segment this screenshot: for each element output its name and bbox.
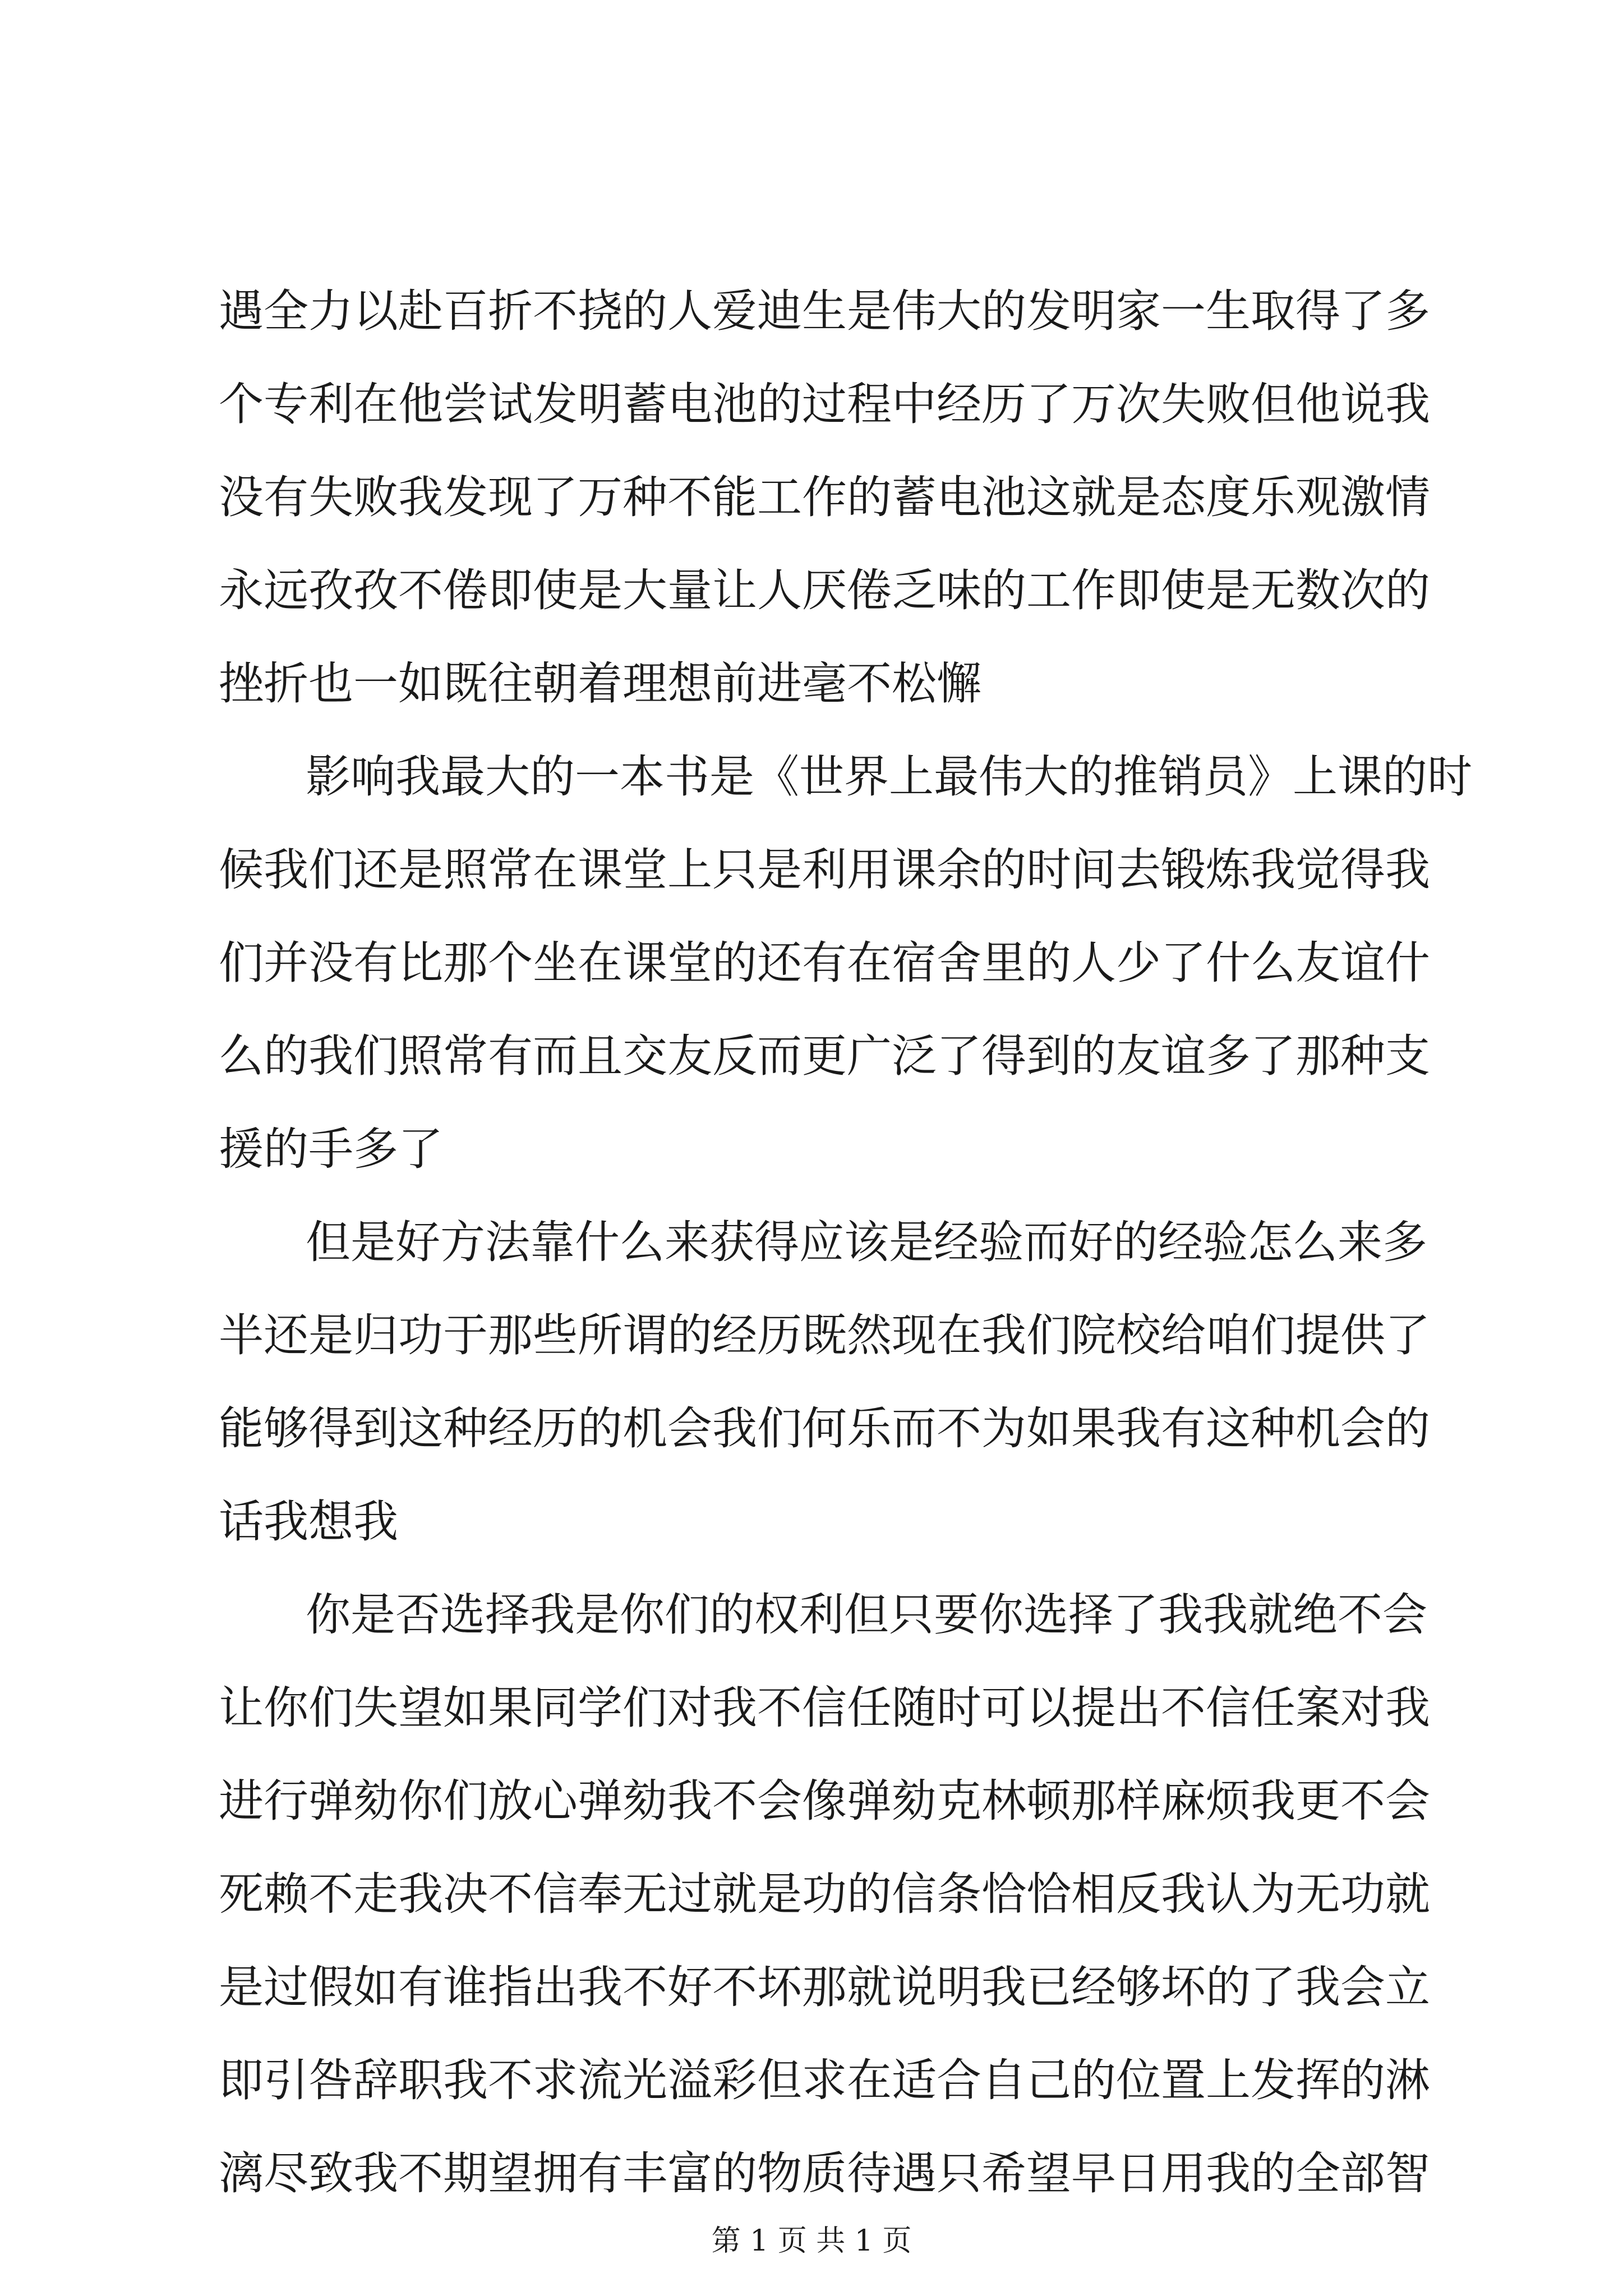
paragraph-line: 话我想我 [219,1496,398,1548]
paragraph-line: 但是好方法靠什么来获得应该是经验而好的经验怎么来多 [306,1216,1427,1268]
paragraph-line: 遇全力以赴百折不挠的人爱迪生是伟大的发明家一生取得了多 [219,285,1430,337]
paragraph-line: 即引咎辞职我不求流光溢彩但求在适合自己的位置上发挥的淋 [219,2054,1430,2106]
paragraph-line: 候我们还是照常在课堂上只是利用课余的时间去锻炼我觉得我 [219,844,1430,896]
paragraph-line: 漓尽致我不期望拥有丰富的物质待遇只希望早日用我的全部智 [219,2147,1430,2200]
paragraph-line: 死赖不走我决不信奉无过就是功的信条恰恰相反我认为无功就 [219,1868,1430,1920]
paragraph-line: 没有失败我发现了万种不能工作的蓄电池这就是态度乐观激情 [219,471,1430,523]
paragraph-line: 永远孜孜不倦即使是大量让人厌倦乏味的工作即使是无数次的 [219,564,1430,616]
paragraph-line: 你是否选择我是你们的权利但只要你选择了我我就绝不会 [306,1589,1427,1641]
page-footer: 第 1 页 共 1 页 [711,2224,912,2258]
paragraph-line: 让你们失望如果同学们对我不信任随时可以提出不信任案对我 [219,1682,1430,1734]
paragraph-line: 半还是归功于那些所谓的经历既然现在我们院校给咱们提供了 [219,1309,1430,1361]
paragraph-line: 影响我最大的一本书是《世界上最伟大的推销员》上课的时 [306,751,1472,803]
paragraph-line: 是过假如有谁指出我不好不坏那就说明我已经够坏的了我会立 [219,1961,1430,2013]
paragraph-line: 们并没有比那个坐在课堂的还有在宿舍里的人少了什么友谊什 [219,937,1430,989]
paragraph-line: 援的手多了 [219,1123,443,1175]
paragraph-line: 进行弹劾你们放心弹劾我不会像弹劾克林顿那样麻烦我更不会 [219,1775,1430,1827]
paragraph-line: 个专利在他尝试发明蓄电池的过程中经历了万次失败但他说我 [219,378,1430,430]
paragraph-line: 挫折也一如既往朝着理想前进毫不松懈 [219,657,981,710]
paragraph-line: 能够得到这种经历的机会我们何乐而不为如果我有这种机会的 [219,1402,1430,1455]
paragraph-line: 么的我们照常有而且交友反而更广泛了得到的友谊多了那种支 [219,1030,1430,1082]
